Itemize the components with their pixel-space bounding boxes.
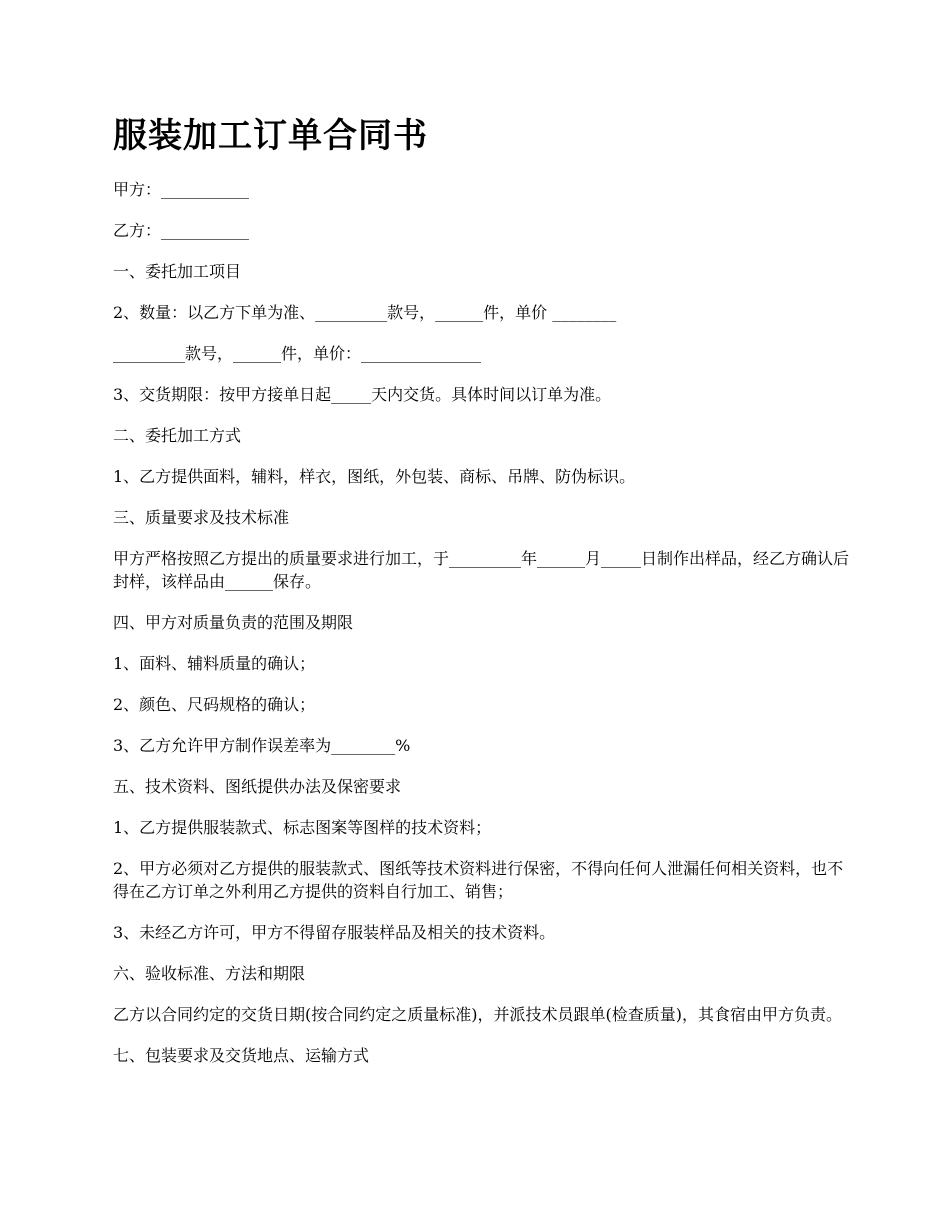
clause-color-size-confirm: 2、颜色、尺码规格的确认； xyxy=(113,695,316,714)
clause-quantity-continued: _________款号，______件，单价：_______________ xyxy=(113,344,482,363)
clause-quantity: 2、数量：以乙方下单为准、_________款号，______件，单价 ________ xyxy=(113,303,617,322)
clause-error-rate: 3、乙方允许甲方制作误差率为________% xyxy=(113,736,411,755)
section-heading-1: 一、委托加工项目 xyxy=(113,262,242,281)
section-heading-5: 五、技术资料、图纸提供办法及保密要求 xyxy=(113,777,402,796)
party-a-line: 甲方：___________ xyxy=(113,180,250,199)
section-heading-3: 三、质量要求及技术标准 xyxy=(113,508,290,527)
document-page xyxy=(113,112,858,1085)
party-b-line: 乙方：___________ xyxy=(113,221,250,240)
clause-tech-docs: 1、乙方提供服装款式、标志图案等图样的技术资料； xyxy=(113,818,492,837)
clause-delivery-period: 3、交货期限：按甲方接单日起_____天内交货。具体时间以订单为准。 xyxy=(113,385,612,404)
clause-no-retention: 3、未经乙方许可，甲方不得留存服装样品及相关的技术资料。 xyxy=(113,923,556,942)
clause-quality-sample: 甲方严格按照乙方提出的质量要求进行加工，于_________年______月_____日制作出样品，经乙方确认后封样，该样品由______保存。 xyxy=(113,549,850,591)
document-title: 服装加工订单合同书 xyxy=(113,116,428,156)
clause-fabric-confirm: 1、面料、辅料质量的确认； xyxy=(113,654,316,673)
section-heading-7: 七、包装要求及交货地点、运输方式 xyxy=(113,1046,370,1065)
clause-inspection: 乙方以合同约定的交货日期(按合同约定之质量标准)，并派技术员跟单(检查质量)，其食宿由甲方负责。 xyxy=(113,1005,842,1024)
clause-confidentiality: 2、甲方必须对乙方提供的服装款式、图纸等技术资料进行保密，不得向任何人泄漏任何相关资料，也不得在乙方订单之外利用乙方提供的资料自行加工、销售； xyxy=(113,859,844,901)
section-heading-6: 六、验收标准、方法和期限 xyxy=(113,964,306,983)
section-heading-4: 四、甲方对质量负责的范围及期限 xyxy=(113,613,354,632)
clause-materials: 1、乙方提供面料，辅料，样衣，图纸，外包装、商标、吊牌、防伪标识。 xyxy=(113,467,636,486)
section-heading-2: 二、委托加工方式 xyxy=(113,426,242,445)
